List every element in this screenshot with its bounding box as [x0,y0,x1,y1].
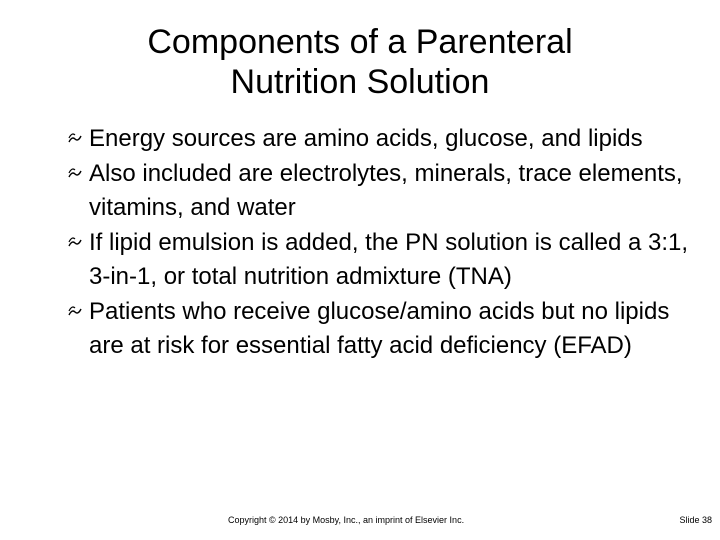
bullet-item [68,122,698,157]
slide-number: Slide 38 [679,515,712,525]
bullet-item [68,295,698,364]
bullet-text: Patients who receive glucose/amino acids but no lipids are at risk for essential fatty acid deficiency (EFAD) [89,297,670,359]
bullet-text: If lipid emulsion is added, the PN solution is called a 3:1, 3-in-1, or total nutrition admixture (TNA) [89,228,689,290]
bullet-list [68,122,698,364]
wavy-bullet-icon [68,306,82,318]
wavy-bullet-icon [68,133,82,145]
bullet-item [68,157,698,226]
wavy-bullet-icon [68,237,82,249]
slide-title [60,22,660,102]
wavy-bullet-icon [68,168,82,180]
bullet-text: Energy sources are amino acids, glucose, and lipids [89,125,643,152]
bullet-item [68,226,698,295]
bullet-text: Also included are electrolytes, minerals, trace elements, vitamins, and water [89,159,683,221]
slide-title-line-1: Components of a Parenteral [147,23,573,61]
copyright-footer: Copyright © 2014 by Mosby, Inc., an imprint of Elsevier Inc. [228,515,465,525]
slide-title-line-2: Nutrition Solution [230,63,490,101]
